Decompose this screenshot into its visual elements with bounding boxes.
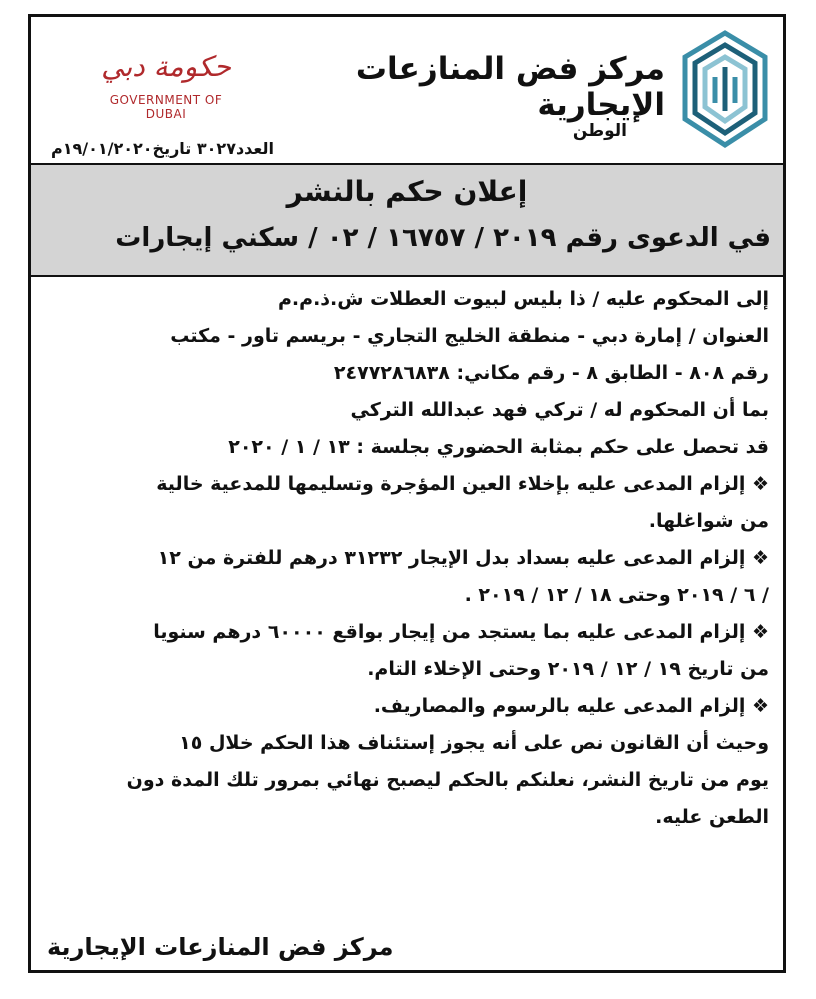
- gov-logo-arabic: حكومة دبي: [101, 50, 231, 83]
- signature: مركز فض المنازعات الإيجارية: [47, 933, 394, 961]
- issue-date: العدد٣٠٢٧ تاريخ١٩/٠١/٢٠٢٠م: [51, 139, 274, 158]
- notice-frame: [28, 14, 786, 973]
- rent-dispute-center-logo-icon: [679, 27, 771, 151]
- notice-banner: [31, 163, 783, 277]
- body-line: من تاريخ ١٩ / ١٢ / ٢٠١٩ وحتى الإخلاء التام.: [367, 658, 769, 680]
- dubai-government-logo: [91, 47, 241, 127]
- newspaper-source: الوطن: [572, 121, 627, 141]
- body-line: / ٦ / ٢٠١٩ وحتى ١٨ / ١٢ / ٢٠١٩ .: [464, 584, 769, 606]
- body-line: ❖ إلزام المدعى عليه بالرسوم والمصاريف.: [373, 695, 769, 717]
- case-number: في الدعوى رقم ٢٠١٩ / ١٦٧٥٧ / ٠٢ / سكني إيجارات: [115, 223, 771, 253]
- body-line: ❖ إلزام المدعى عليه بسداد بدل الإيجار ٣١٢٣٢ درهم للفترة من ١٢: [157, 547, 769, 569]
- body-line: قد تحصل على حكم بمثابة الحضوري بجلسة : ١٣ / ١ / ٢٠٢٠: [228, 436, 769, 458]
- notice-body: [43, 281, 769, 836]
- gov-logo-english: GOVERNMENT OF DUBAI: [109, 93, 223, 121]
- body-line: الطعن عليه.: [655, 806, 769, 828]
- body-line: العنوان / إمارة دبي - منطقة الخليج التجاري - بريسم تاور - مكتب: [170, 325, 769, 347]
- body-line: بما أن المحكوم له / تركي فهد عبدالله التركي: [350, 399, 769, 421]
- body-line: إلى المحكوم عليه / ذا بليس لبيوت العطلات ش.ذ.م.م: [278, 288, 769, 310]
- org-title: مركز فض المنازعات الإيجارية: [355, 51, 665, 123]
- notice-title: إعلان حكم بالنشر: [286, 175, 528, 208]
- body-line: ❖ إلزام المدعى عليه بإخلاء العين المؤجرة وتسليمها للمدعية خالية: [156, 473, 769, 495]
- body-line: رقم ٨٠٨ - الطابق ٨ - رقم مكاني: ٢٤٧٧٢٨٦٨٣٨: [333, 362, 769, 384]
- body-line: ❖ إلزام المدعى عليه بما يستجد من إيجار بواقع ٦٠٠٠٠ درهم سنويا: [153, 621, 769, 643]
- body-line: وحيث أن القانون نص على أنه يجوز إستئناف هذا الحكم خلال ١٥: [179, 732, 769, 754]
- body-line: يوم من تاريخ النشر، نعلنكم بالحكم ليصبح نهائي بمرور تلك المدة دون: [126, 769, 769, 791]
- body-line: من شواغلها.: [648, 510, 769, 532]
